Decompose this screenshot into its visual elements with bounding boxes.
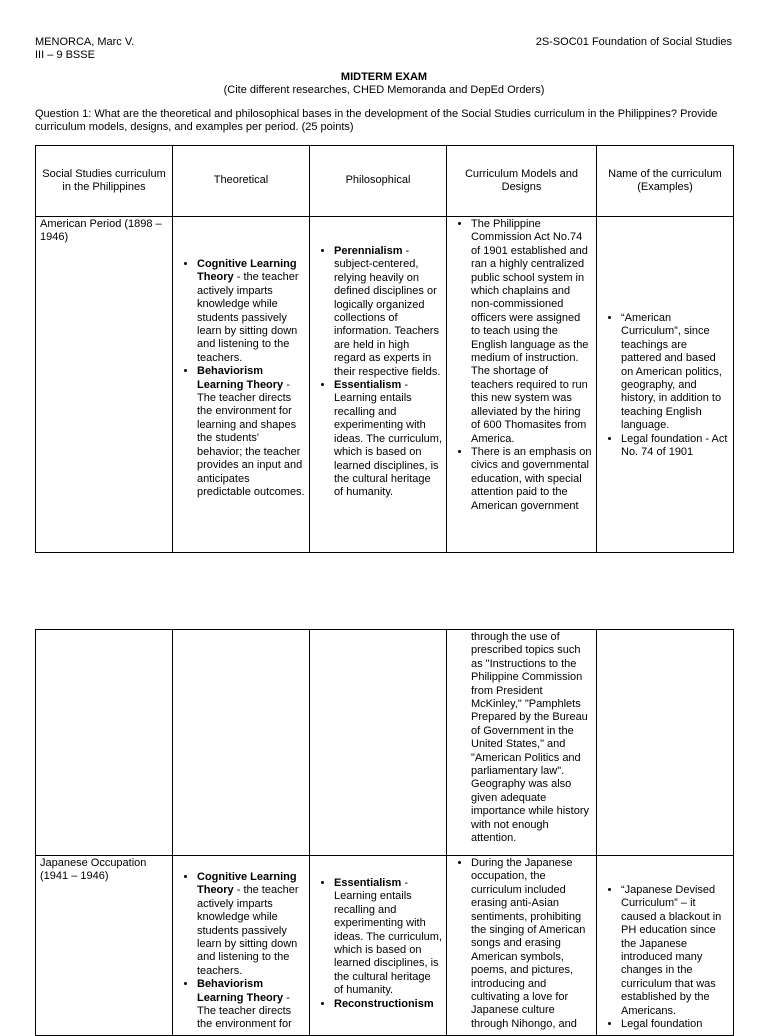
- list-item: • Cognitive Learning Theory - the teacher actively imparts knowledge while students passively learn by sitting down and listening to the teachers.: [197, 871, 305, 978]
- list-item: • Cognitive Learning Theory - the teacher actively imparts knowledge while students passively learn by sitting down and listening to the teachers.: [197, 258, 305, 365]
- list-item: • The Philippine Commission Act No.74 of 1901 established and ran a highly centralized public school system in which chaplains and non-commissioned officers were assigned to teach using the English language as the medium of instruction. The shortage of teachers required to run this new system was alleviated by the hiring of 600 Thomasites from America.: [471, 218, 592, 446]
- list-item: • Essentialism - Learning entails recalling and experimenting with ideas. The curriculum, which is based on learned disciplines, is the cultural heritage of humanity.: [334, 877, 442, 998]
- header-cell-philosophical: Philosophical: [310, 146, 447, 217]
- list-item: • Legal foundation: [621, 1018, 729, 1031]
- examples-cell: [597, 217, 734, 553]
- header-cell-examples: Name of the curriculum (Examples): [597, 146, 734, 217]
- period-cell: American Period (1898 – 1946): [36, 217, 173, 553]
- student-name: MENORCA, Marc V.: [35, 36, 135, 48]
- header-cell-period: Social Studies curriculum in the Philippines: [36, 146, 173, 217]
- list-item: • There is an emphasis on civics and governmental education, with special attention paid to the American government: [471, 446, 592, 513]
- exam-subtitle: (Cite different researches, CHED Memoranda and DepEd Orders): [223, 84, 545, 96]
- philosophical-cell: [310, 856, 447, 1036]
- list-item: • Perennialism - subject-centered, relying heavily on defined disciplines or logically organized collections of information. Teachers are held in high regard as experts in their respective fields.: [334, 245, 442, 379]
- header-cell-theoretical: Theoretical: [173, 146, 310, 217]
- period-cell: [36, 630, 173, 856]
- list-item: • “American Curriculum”, since teachings are pattered and based on American politics, geography, and history, in addition to teaching English language.: [621, 312, 729, 433]
- philosophical-cell: [310, 630, 447, 856]
- theoretical-cell: [173, 856, 310, 1036]
- curriculum-table: [35, 145, 734, 553]
- student-section: III – 9 BSSE: [35, 49, 95, 62]
- theoretical-cell: [173, 630, 310, 856]
- question-text: Question 1: What are the theoretical and philosophical bases in the development of the Social Studies curriculum in the Philippines? Provide curriculum models, designs, and examples per period. (25 points): [35, 108, 718, 134]
- models-cell: [447, 856, 597, 1036]
- examples-cell: [597, 856, 734, 1036]
- table-row-american: [36, 217, 734, 553]
- list-item: • Legal foundation - Act No. 74 of 1901: [621, 433, 729, 460]
- examples-cell: [597, 630, 734, 856]
- list-item: • Behaviorism Learning Theory - The teacher directs the environment for learning and shapes the students' behavior; the teacher provides an input and anticipates predictable outcomes.: [197, 365, 305, 499]
- list-item: • Reconstructionism: [334, 998, 442, 1011]
- curriculum-table-continued: [35, 629, 734, 1036]
- list-item: • “Japanese Devised Curriculum” – it caused a blackout in PH education since the Japanese introduced many changes in the curriculum that was established by the Americans.: [621, 884, 729, 1018]
- models-continued-text: through the use of prescribed topics such as "Instructions to the Philippine Commission from President McKinley," "Pamphlets Prepared by the Bureau of Government in the United States," and "American Politics and parliamentary law". Geography was also given adequate importance while history with not enough attention.: [471, 631, 589, 845]
- header-cell-models: Curriculum Models and Designs: [447, 146, 597, 217]
- philosophical-cell: [310, 217, 447, 553]
- course-code: 2S-SOC01 Foundation of Social Studies: [535, 36, 732, 48]
- period-cell: Japanese Occupation (1941 – 1946): [36, 856, 173, 1036]
- exam-title: MIDTERM EXAM: [340, 71, 428, 83]
- list-item: • During the Japanese occupation, the curriculum included erasing anti-Asian sentiments, prohibiting the singing of American songs and erasing American symbols, poems, and pictures, introducing and cultivating a love for Japanese culture through Nihongo, and: [471, 857, 592, 1031]
- table-row-japanese: [36, 856, 734, 1036]
- table-row-american-continued: [36, 630, 734, 856]
- student-info: [35, 36, 134, 63]
- table-header-row: [36, 146, 734, 217]
- list-item: • Behaviorism Learning Theory - The teacher directs the environment for: [197, 978, 305, 1032]
- theoretical-cell: [173, 217, 310, 553]
- models-cell: [447, 630, 597, 856]
- models-cell: [447, 217, 597, 553]
- list-item: • Essentialism - Learning entails recalling and experimenting with ideas. The curriculum, which is based on learned disciplines, is the cultural heritage of humanity.: [334, 379, 442, 500]
